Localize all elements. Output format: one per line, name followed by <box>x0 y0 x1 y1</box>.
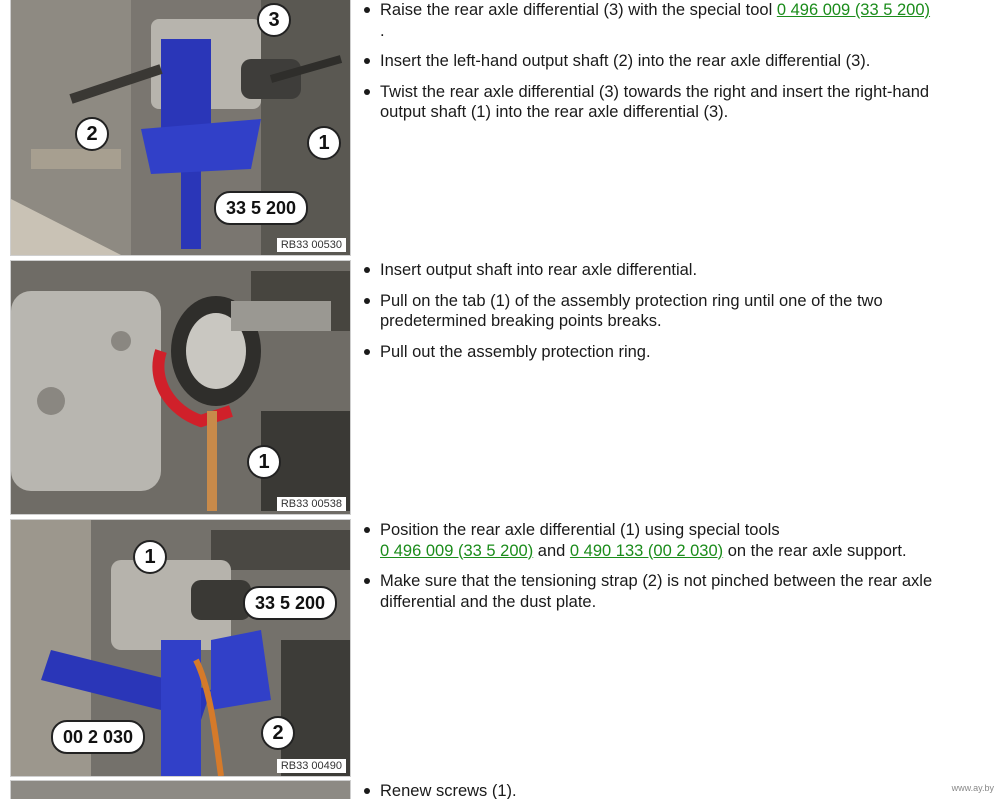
watermark: www.ay.by <box>951 783 994 793</box>
photo-position-differential <box>10 519 351 777</box>
step-list-4 <box>362 781 972 799</box>
callout-2: 2 <box>261 716 295 750</box>
photo-renew-screws <box>10 780 351 799</box>
step-text: Position the rear axle differential (1) using special tools <box>380 521 780 539</box>
image-reference: RB33 00530 <box>277 238 346 252</box>
tool-link-0-496-009[interactable]: 0 496 009 (33 5 200) <box>380 541 534 560</box>
step-text: Pull on the tab (1) of the assembly protection ring until one of the two predetermined breaking points breaks. <box>380 291 883 330</box>
step-text: . <box>380 21 385 40</box>
step-text: Insert output shaft into rear axle differential. <box>380 261 698 279</box>
step-section-1 <box>0 0 1000 256</box>
tool-label-33-5-200: 33 5 200 <box>243 586 337 620</box>
step-item <box>362 571 972 612</box>
step-item <box>362 82 972 123</box>
step-item <box>362 520 972 561</box>
step-list-1 <box>362 0 972 133</box>
tool-label-00-2-030: 00 2 030 <box>51 720 145 754</box>
step-section-4 <box>0 780 1000 799</box>
callout-1: 1 <box>307 126 341 160</box>
photo-protection-ring <box>10 260 351 515</box>
photo-protection-ring-graphic <box>11 261 350 514</box>
step-list-2 <box>362 260 972 372</box>
step-text: on the rear axle support. <box>723 541 907 560</box>
step-item <box>362 291 972 332</box>
photo-raise-differential <box>10 0 351 256</box>
step-item <box>362 51 972 72</box>
step-text: Twist the rear axle differential (3) towards the right and insert the right-hand output shaft (1) into the rear axle differential (3). <box>380 82 930 121</box>
image-reference: RB33 00490 <box>277 759 346 773</box>
step-item <box>362 0 972 41</box>
image-reference: RB33 00538 <box>277 497 346 511</box>
step-text: Make sure that the tensioning strap (2) is not pinched between the rear axle differential and the dust plate. <box>380 572 933 611</box>
step-section-2 <box>0 260 1000 516</box>
step-text: Insert the left-hand output shaft (2) into the rear axle differential (3). <box>380 52 871 70</box>
callout-1: 1 <box>133 540 167 574</box>
tool-link-0-490-133[interactable]: 0 490 133 (00 2 030) <box>569 541 724 560</box>
callout-3: 3 <box>257 3 291 37</box>
step-section-3 <box>0 519 1000 777</box>
tool-link-0-496-009[interactable]: 0 496 009 (33 5 200) <box>776 1 931 19</box>
tool-label-33-5-200: 33 5 200 <box>214 191 308 225</box>
step-list-3 <box>362 520 972 622</box>
step-text: Pull out the assembly protection ring. <box>380 342 651 361</box>
callout-1: 1 <box>247 445 281 479</box>
step-text: Renew screws (1). <box>380 782 517 799</box>
step-item <box>362 260 972 281</box>
step-item <box>362 781 972 799</box>
callout-2: 2 <box>75 117 109 151</box>
step-text: and <box>533 541 570 560</box>
step-item <box>362 342 972 363</box>
step-text: Raise the rear axle differential (3) with the special tool <box>380 1 777 19</box>
